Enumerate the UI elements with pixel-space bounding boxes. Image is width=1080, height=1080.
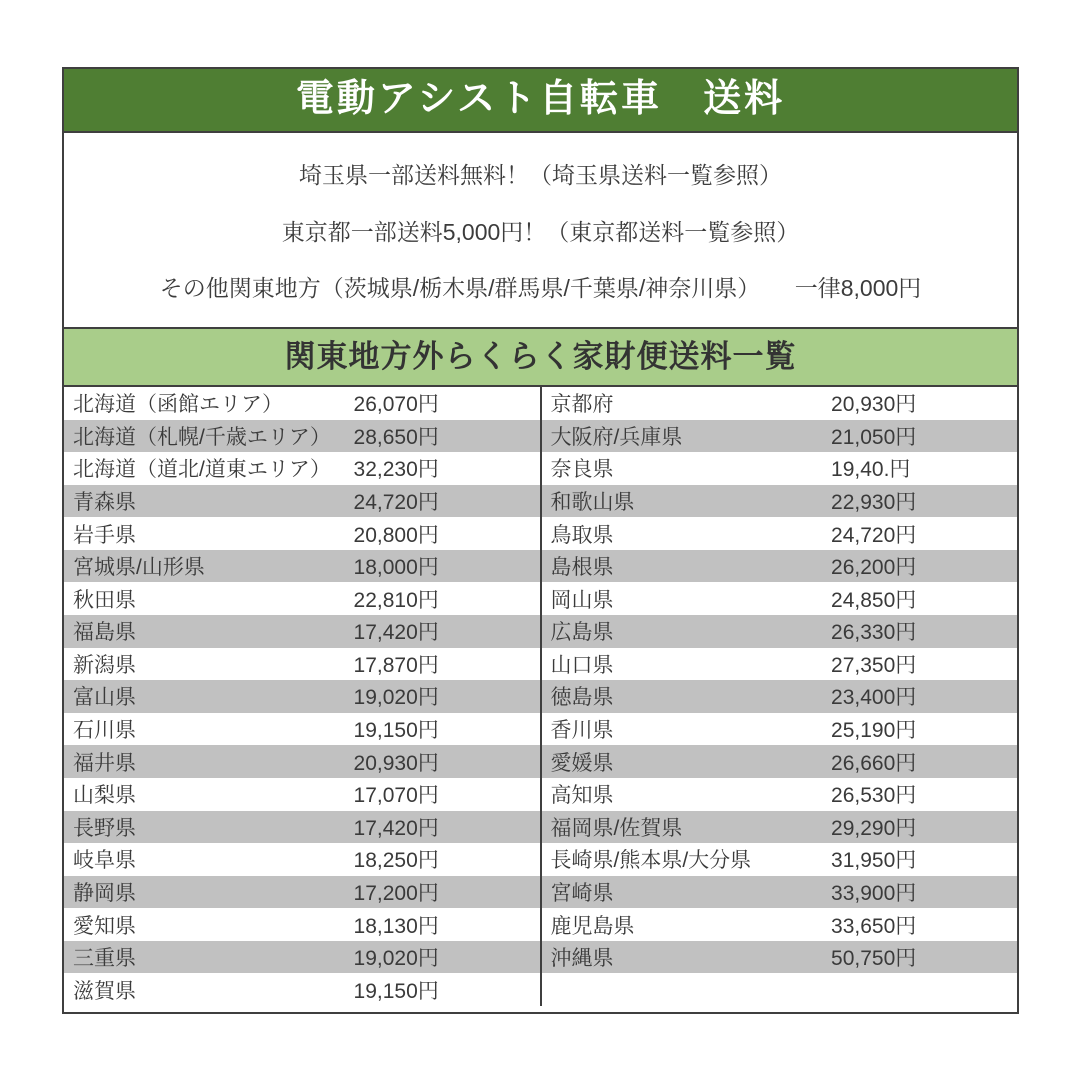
table-row [542, 680, 1018, 713]
price-cell: 23,400円 [831, 686, 917, 710]
region-cell: 鹿児島県 [550, 914, 635, 938]
region-cell: 大阪府/兵庫県 [550, 425, 683, 449]
table-row [542, 713, 1018, 746]
region-cell: 沖縄県 [550, 947, 614, 971]
table-row [542, 648, 1018, 681]
region-cell: 和歌山県 [550, 491, 635, 515]
table-row [64, 517, 540, 550]
region-cell: 香川県 [550, 719, 614, 743]
price-cell: 24,720円 [353, 491, 439, 515]
region-cell: 岐阜県 [73, 849, 136, 873]
region-cell: 岡山県 [550, 588, 614, 612]
table-row [542, 811, 1018, 844]
price-cell: 18,130円 [353, 914, 439, 938]
price-cell: 18,000円 [353, 556, 439, 580]
price-cell: 19,020円 [353, 947, 439, 971]
price-cell: 19,020円 [353, 686, 439, 710]
price-cell: 20,800円 [353, 523, 439, 547]
table-row [64, 680, 540, 713]
table-row [64, 452, 540, 485]
region-cell: 富山県 [73, 686, 136, 710]
table-row [542, 517, 1018, 550]
price-cell: 17,420円 [353, 621, 439, 645]
region-cell: 新潟県 [73, 653, 136, 677]
region-cell: 秋田県 [73, 588, 136, 612]
table-row [542, 843, 1018, 876]
region-cell: 奈良県 [550, 458, 614, 482]
table-row [64, 713, 540, 746]
table-row [542, 452, 1018, 485]
region-cell: 福島県 [73, 621, 136, 645]
region-cell: 長野県 [73, 816, 136, 840]
price-cell: 22,810円 [353, 588, 439, 612]
table-right-column-group [540, 387, 1018, 1006]
region-cell: 広島県 [550, 621, 614, 645]
table-row [64, 941, 540, 974]
table-row [542, 615, 1018, 648]
poster-title: 電動アシスト自転車 送料 [64, 69, 1017, 133]
price-cell: 26,200円 [831, 556, 917, 580]
region-cell: 静岡県 [73, 881, 136, 905]
table-row [542, 876, 1018, 909]
region-cell: 長崎県/熊本県/大分県 [550, 849, 752, 873]
table-row [64, 908, 540, 941]
table-row [542, 582, 1018, 615]
price-cell: 20,930円 [831, 393, 917, 417]
price-cell: 17,200円 [353, 881, 439, 905]
price-cell: 24,720円 [831, 523, 917, 547]
region-cell: 北海道（函館エリア） [73, 393, 283, 417]
region-cell: 福井県 [73, 751, 136, 775]
price-cell: 17,070円 [353, 784, 439, 808]
price-cell: 31,950円 [831, 849, 917, 873]
region-cell: 京都府 [550, 393, 614, 417]
note-other-kanto: その他関東地方（茨城県/栃木県/群馬県/千葉県/神奈川県） 一律8,000円 [159, 275, 922, 302]
price-cell: 19,40.円 [831, 458, 911, 482]
price-cell: 29,290円 [831, 816, 917, 840]
table-row [64, 485, 540, 518]
price-cell: 32,230円 [353, 458, 439, 482]
note-tokyo: 東京都一部送料5,000円！（東京都送料一覧参照） [281, 218, 800, 245]
table-row [542, 387, 1018, 420]
price-cell: 33,650円 [831, 914, 917, 938]
table-row [542, 908, 1018, 941]
price-cell: 22,930円 [831, 491, 917, 515]
price-cell: 27,350円 [831, 653, 917, 677]
region-cell: 島根県 [550, 556, 614, 580]
region-cell: 宮城県/山形県 [73, 556, 205, 580]
region-cell: 徳島県 [550, 686, 614, 710]
shipping-fee-poster [62, 67, 1019, 1014]
region-cell: 滋賀県 [73, 979, 136, 1003]
price-cell: 19,150円 [353, 719, 439, 743]
region-cell: 三重県 [73, 947, 136, 971]
table-row [64, 550, 540, 583]
price-cell: 26,530円 [831, 784, 917, 808]
region-cell: 宮崎県 [550, 881, 614, 905]
region-cell: 愛媛県 [550, 751, 614, 775]
table-row [542, 550, 1018, 583]
region-cell: 青森県 [73, 491, 136, 515]
region-cell: 北海道（札幌/千歳エリア） [73, 425, 331, 449]
region-cell: 山梨県 [73, 784, 136, 808]
price-cell: 26,330円 [831, 621, 917, 645]
table-row [64, 420, 540, 453]
table-row [64, 582, 540, 615]
region-cell: 福岡県/佐賀県 [550, 816, 683, 840]
table-row [542, 485, 1018, 518]
table-left-column-group [64, 387, 540, 1006]
table-row [64, 615, 540, 648]
notes-section [64, 133, 1017, 329]
price-cell: 26,660円 [831, 751, 917, 775]
price-cell: 20,930円 [353, 751, 439, 775]
price-cell: 28,650円 [353, 425, 439, 449]
price-cell: 17,420円 [353, 816, 439, 840]
price-cell: 18,250円 [353, 849, 439, 873]
table-row [64, 811, 540, 844]
table-row [64, 778, 540, 811]
table-row [64, 876, 540, 909]
region-cell: 石川県 [73, 719, 136, 743]
table-row [64, 387, 540, 420]
shipping-fee-table [64, 387, 1017, 1006]
price-cell: 25,190円 [831, 719, 917, 743]
table-row [542, 745, 1018, 778]
table-row [64, 745, 540, 778]
price-cell: 19,150円 [353, 979, 439, 1003]
region-cell: 北海道（道北/道東エリア） [73, 458, 331, 482]
price-cell: 33,900円 [831, 881, 917, 905]
price-cell: 17,870円 [353, 653, 439, 677]
table-row [542, 778, 1018, 811]
note-saitama: 埼玉県一部送料無料！（埼玉県送料一覧参照） [299, 161, 782, 188]
table-row [64, 648, 540, 681]
table-title: 関東地方外らくらく家財便送料一覧 [64, 329, 1017, 387]
table-row [64, 843, 540, 876]
region-cell: 鳥取県 [550, 523, 614, 547]
price-cell: 50,750円 [831, 947, 917, 971]
region-cell: 山口県 [550, 653, 614, 677]
price-cell: 24,850円 [831, 588, 917, 612]
table-row [542, 941, 1018, 974]
table-row [542, 420, 1018, 453]
table-row [542, 973, 1018, 1006]
price-cell: 26,070円 [353, 393, 439, 417]
price-cell: 21,050円 [831, 425, 917, 449]
region-cell: 高知県 [550, 784, 614, 808]
region-cell: 岩手県 [73, 523, 136, 547]
region-cell: 愛知県 [73, 914, 136, 938]
table-row [64, 973, 540, 1006]
